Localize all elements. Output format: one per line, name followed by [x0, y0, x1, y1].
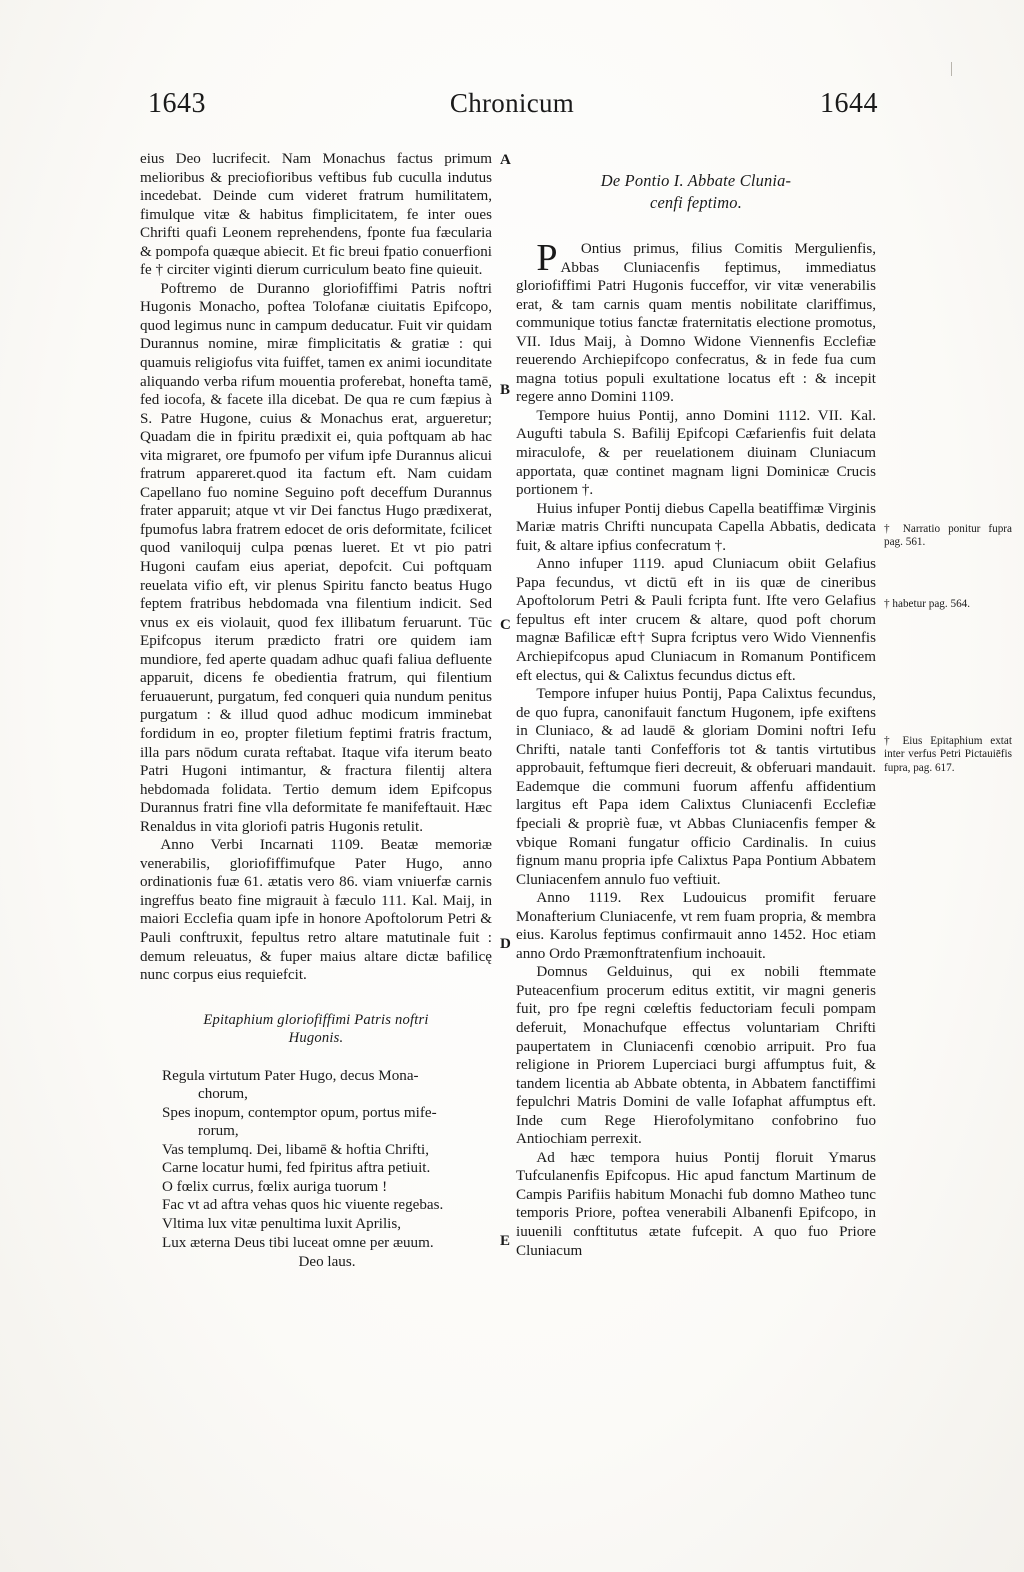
- verse-line: Carne locatur humi, fed fpiritus aftra petiuit.: [162, 1160, 431, 1177]
- verse-runover: rorum,: [198, 1123, 239, 1140]
- paragraph-anno-insuper: Anno infuper 1119. apud Cluniacum obiit Gelafius Papa fecundus, vt dictū eft in iis quæ de cineribus Apoftolorum Petri & Pauli fcripta funt. Ifte vero Gelafius fepultus eft inter crucem & altare, quod poft chorum magnæ Bafilicæ eft† Supra fcriptus vero Wido Viennenfis Archiepifcopus apud Cluniacum in Romanum Pontificem eft electus, qui & Calixtus fecundus dictus eft.: [516, 556, 876, 684]
- paragraph-anno-1119-rex: Anno 1119. Rex Ludouicus promifit feruare Monafterium Cluniacenfe, vt rem fuam propria, & membra eius. Karolus feptimus confirmauit anno 1452. Hoc etiam anno Ordo Præmonftratenfium inchoauit.: [516, 890, 876, 962]
- verse-line: Vltima lux vitæ penultima luxit Aprilis,: [162, 1215, 401, 1232]
- paragraph-postremo: Poftremo de Duranno gloriofiffimi Patris noftri Hugonis Monacho, poftea Tolofanæ ciuitatis Epifcopo, quod legimus nunc in campum deducatur. Fuit vir quidam Durannus nomine, miræ fimplicitatis & gratiæ : qui quamuis religiofus vita fuiffet, tamen ex animi iocunditate aliquando verba rifum mouentia proferebat, honefta tamē, fed iocofa, & facete illa dicebat. De qua re cum fæpius à S. Patre Hugone, cuius & Monachus erat, argueretur; Quadam die in fpiritu prædixit ei, quia poftquam ab hac vita migraret, ore fpumofo per vifum ipfe Durannus alicui fratrum appareret.quod ita factum eft. Nam cuidam Capellano fuo nomine Seguino poft deceffum Durannus frater apparuit; atque vt vir Dei fanctus Hugo prædixerat, fpumofus labra fratrem edocet de oris deformitate, fcilicet quod vaniloquij culpa pœnas lueret. Et vt pio patri Hugoni caufam eius aperiat, depofcit. Cui poftquam reuelata vifio eft, vir plenus Spiritu fancto beatus Hugo feptem fratribus hebdomada vna filentium indicit. Sed vnus ex eis violauit, quod fex illibatum feruarunt. Tūc Epifcopus iterum prædicto fratri ore quidem iam mundiore, fed aperte quadam adhuc quafi faliua defluente apparuit, dicens fe obedientia fratrum, qui filentium feruauerunt, purgatum, fed conqueri quia nundum penitus purgatum : & illud quod adhuc modicum imminebat fordidum in eo, propter filetium feptimi fratris fractum, illa pars nōdum curata reftabat. Itaque vifa iterum beato Patri Hugoni intimantur, & fractura filentij altera hebdomada folidata. Tertio demum idem Epifcopus Durannus fratri fine vlla deformitate fe manifeftauit. Hæc Renaldus in vita gloriofi patris Hugonis retulit.: [140, 280, 492, 835]
- verse-line: Regula virtutum Pater Hugo, decus Mona- chorum,: [162, 1067, 419, 1103]
- verse-line: Vas templumq. Dei, libamē & hoftia Chrifti,: [162, 1141, 430, 1158]
- margin-note: † habetur pag. 564.: [884, 598, 971, 610]
- paragraph-pontius-text: Ontius primus, filius Comitis Mergulienfis, Abbas Cluniacenfis feptimus, immediatus gloriofiffimi Patri Hugonis fucceffor, vir vitæ venerabilis erat, & tam carnis quam mentis nobilitate clariffimus, communique totius fanctæ fraternitatis electione promotus, VII. Idus Maij, à Domno Widone Viennenfis Ecclefiæ reuerendo Archiepifcopo confecratus, & in fede fua cum magna totius populi exultatione locatus eft : & incepit regere anno Domini 1109.: [516, 241, 876, 406]
- epitaph-heading-line2: Hugonis.: [288, 1029, 344, 1046]
- gutter-letter-a: A: [500, 152, 512, 168]
- verse-line: O fœlix currus, fœlix auriga tuorum !: [162, 1178, 388, 1195]
- drop-cap-initial: P: [536, 237, 558, 279]
- gutter-letter-e: E: [500, 1233, 511, 1249]
- epitaph-heading: [140, 1011, 492, 1047]
- margin-note: † Eius Epitaphium extat inter verfus Petri Pictauiēfis fupra, pag. 617.: [884, 735, 1012, 774]
- verse-closing: Deo laus.: [298, 1254, 356, 1271]
- section-heading: [516, 170, 876, 214]
- paragraph-tempore-insuper: Tempore infuper huius Pontij, Papa Calixtus fecundus, de quo fupra, canonifauit fanctum Hugonem, ipfe exiftens in Cluniaco, & ad laudē & gloriam Domini noftri Iefu Chrifti, natale tanti Confefforis tot & tantis virtutibus approbauit, feftumque fieri decreuit, & obferuari mandauit. Eademque die communi fuorum affenfu affidentium largitus eft Papa idem Calixtus Cluniacenfi Ecclefiæ fpeciali & propriè fuæ, vt Abbas Cluniacenfis femper & vbique Romani fungatur officio Cardinalis. In cuius fignum manu propria ipfe Calixtus Papa Pontium Abbatem Cluniacenfem annulo fuo veftiuit.: [516, 686, 876, 888]
- gutter-letter-c: C: [500, 617, 512, 633]
- margin-note: † Narratio ponitur fupra pag. 561.: [884, 523, 1012, 549]
- right-text-column: [516, 150, 876, 1260]
- folio-number-right: 1644: [820, 88, 878, 119]
- verse-line: Fac vt ad aftra vehas quos hic viuente regebas.: [162, 1197, 444, 1214]
- paragraph-pontius: [516, 237, 876, 407]
- folio-number-left: 1643: [148, 88, 206, 119]
- page-header: [140, 88, 884, 128]
- running-title: Chronicum: [449, 88, 575, 118]
- page-edge-tick: [951, 62, 952, 76]
- verse-line: Lux æterna Deus tibi luceat omne per æuum.: [162, 1234, 434, 1251]
- section-heading-line1: De Pontio I. Abbate Clunia-: [600, 171, 792, 190]
- left-text-column: [140, 150, 492, 1272]
- paragraph-huius-insuper: Huius infuper Pontij diebus Capella beatiffimæ Virginis Mariæ matris Chrifti nuncupata Capella Abbatis, dedicata fuit, & altare ipfius confecratum †.: [516, 500, 876, 554]
- paragraph-tempore-huius: Tempore huius Pontij, anno Domini 1112. VII. Kal. Augufti tabula S. Bafilij Epifcopi Cæfarienfis fuit delata miraculofe, & per reuelationem diuinam Cluniacum apportata, quæ continet magnam ligni Dominicæ Crucis portionem †.: [516, 407, 876, 499]
- paragraph-anno-verbi: Anno Verbi Incarnati 1109. Beatæ memoriæ venerabilis, gloriofiffimufque Pater Hugo, anno ordinationis fuæ 61. ætatis vero 86. viam vniuerfæ carnis ingreffus beato fine migrauit à fæculo 111. Kal. Maij, in maiori Ecclefia quam ipfe in honore Apoftolorum Petri & Pauli conftruxit, fepultus retro altare matutinale fuit : demum releuatus, & fuper maius altare dictæ bafilicę nunc corpus eius requiefcit.: [140, 837, 492, 984]
- epitaph-heading-line1: Epitaphium gloriofiffimi Patris noftri: [203, 1011, 429, 1028]
- paragraph-continuation: eius Deo lucrifecit. Nam Monachus factus primum melioribus & preciofioribus veftibus fub cuculla indutus incedebat. Deinde cum videret fratrum humilitatem, fimulque vitæ & habitus fimplicitatem, fe inter oues Chrifti quafi Leonem reprehendens, fponte fua fæcularia & pompofa quæque abiecit. Et fic breui fpatio conuerfioni fe † circiter viginti dierum curriculum beato fine quieuit.: [140, 151, 492, 279]
- paragraph-domnus-gelduinus: Domnus Gelduinus, qui ex nobili ftemmate Puteacenfium procerum editus extitit, vir magni generis fuit, pro fpe regni cœleftis feductoriam feculi pompam deferuit, Monachufque effectus voluntariam Chrifti paupertatem in Cluniacenfi cœnobio arripuit. Pro fua religione in Priorem Luperciaci burgi affumptus fuit, & tandem licentia ab Abbate obtenta, in Abbatem fanctiffimi fepulchri Matris Domini de valle Iofaphat affumptus eft. Inde cum Rege Hierofolymitano confobrino fuo Antiochiam perrexit.: [516, 964, 876, 1148]
- verse-runover: chorum,: [198, 1086, 248, 1103]
- epitaph-verse-block: [140, 1067, 492, 1252]
- paragraph-ad-haec-tempora: Ad hæc tempora huius Pontij floruit Ymarus Tufculanenfis Epifcopus. Hic apud fanctum Martinum de Campis Parifiis habitum Monachi fub domno Matheo tunc temporis Priore, poftea venerabili Albanenfi Epifcopo, in iuuenili conftitutus ætate fufcepit. A quo fuo Priore Cluniacum: [516, 1149, 876, 1259]
- verse-line: Spes inopum, contemptor opum, portus mife- rorum,: [162, 1104, 437, 1140]
- gutter-letter-d: D: [500, 936, 512, 952]
- section-heading-line2: cenfi feptimo.: [649, 193, 742, 212]
- gutter-letter-b: B: [500, 382, 511, 398]
